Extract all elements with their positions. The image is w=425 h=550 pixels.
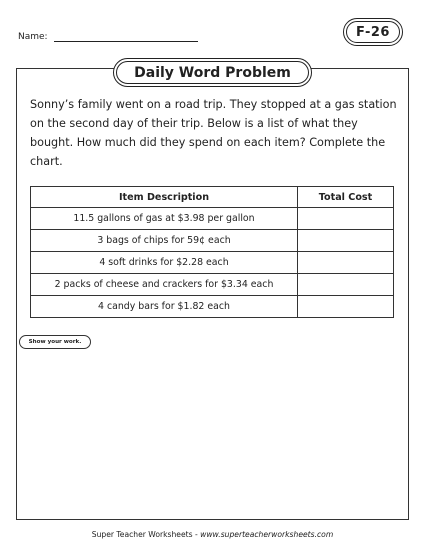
cost-chart [30, 186, 394, 318]
total-cost-cell[interactable] [298, 230, 394, 252]
total-cost-cell[interactable] [298, 296, 394, 318]
table-row [31, 230, 394, 252]
footer-url[interactable]: www.superteacherworksheets.com [200, 530, 334, 539]
total-cost-cell[interactable] [298, 252, 394, 274]
name-label: Name: [18, 32, 48, 42]
footer [0, 530, 425, 539]
item-description-cell: 4 soft drinks for $2.28 each [31, 252, 298, 274]
table-row [31, 274, 394, 296]
problem-text: Sonny’s family went on a road trip. They stopped at a gas station on the second day of their trip. Below is a list of what they bought. How much did they spend on each item? Complete the chart. [30, 98, 397, 168]
page-title: Daily Word Problem [116, 61, 309, 84]
item-description-cell: 11.5 gallons of gas at $3.98 per gallon [31, 208, 298, 230]
item-description-cell: 3 bags of chips for 59¢ each [31, 230, 298, 252]
item-description-cell: 4 candy bars for $1.82 each [31, 296, 298, 318]
total-cost-header: Total Cost [298, 187, 394, 208]
worksheet-code-badge [343, 18, 403, 46]
name-line[interactable] [54, 41, 198, 42]
item-description-header: Item Description [31, 187, 298, 208]
item-description-cell: 2 packs of cheese and crackers for $3.34 each [31, 274, 298, 296]
table-row [31, 208, 394, 230]
total-cost-cell[interactable] [298, 208, 394, 230]
footer-prefix: Super Teacher Worksheets - [91, 530, 201, 539]
worksheet-code: F-26 [346, 21, 400, 43]
title-pill [113, 58, 312, 87]
table-row [31, 296, 394, 318]
table-row [31, 252, 394, 274]
show-your-work-label: Show your work. [19, 335, 91, 349]
total-cost-cell[interactable] [298, 274, 394, 296]
table-header-row [31, 187, 394, 208]
